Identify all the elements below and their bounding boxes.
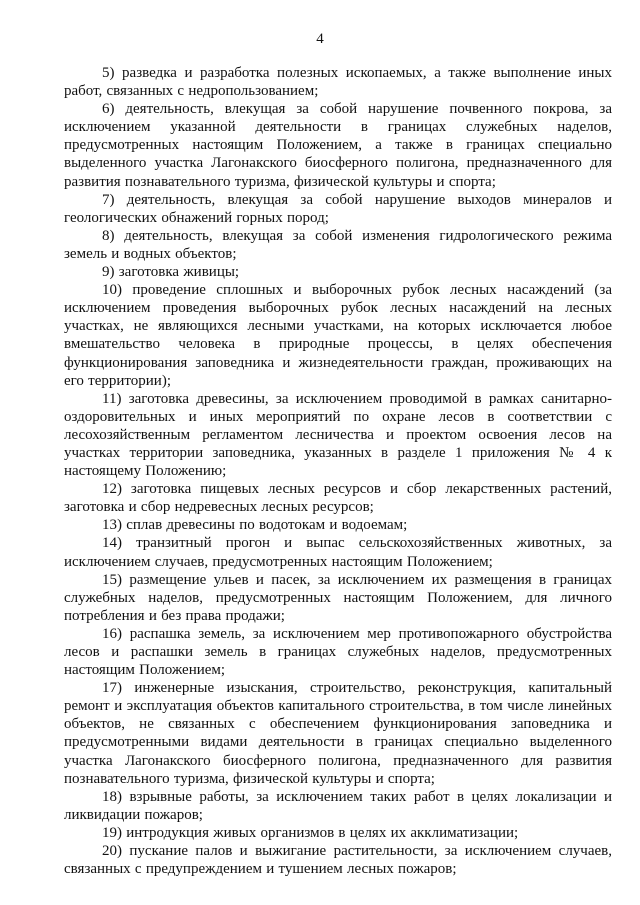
list-item-19: 19) интродукция живых организмов в целях их акклиматизации; (102, 824, 519, 841)
list-item-5: 5) разведка и разработка полезных ископаемых, а также выполнение иных работ, связанных с недропользованием; (64, 65, 612, 100)
document-body (64, 64, 612, 878)
list-item-9: 9) заготовка живицы; (102, 264, 240, 281)
list-item-15: 15) размещение ульев и пасек, за исключением их размещения в границах служебных наделов, предусмотренных настоящим Положением, для личного потребления и без права продажи; (64, 571, 612, 624)
list-item-17: 17) инженерные изыскания, строительство, реконструкция, капитальный ремонт и эксплуатация объектов капитального строительства, в том числе линейных объектов, не связанных с обеспечением функционирования заповедника и предусмотренными видами деятельности в границах специально выделенного участка Лагонакского биосферного полигона, предназначенного для развития познавательного туризма, физической культуры и спорта; (64, 680, 612, 787)
list-item-8: 8) деятельность, влекущая за собой изменения гидрологического режима земель и водных объектов; (64, 227, 612, 262)
list-item-18: 18) взрывные работы, за исключением таких работ в целях локализации и ликвидации пожаров; (64, 788, 612, 823)
list-item-11: 11) заготовка древесины, за исключением проводимой в рамках санитарно-оздоровительных и иных мероприятий по охране лесов в соответствии с лесохозяйственным регламентом лесничества и проектом освоения лесов на участках территории заповедника, указанных в разделе 1 приложения № 4 к настоящему Положению; (64, 390, 612, 480)
list-item-10: 10) проведение сплошных и выборочных рубок лесных насаждений (за исключением проведения выборочных рубок лесных насаждений на лесных участках, не являющихся лесными участками, на которых исключается любое вмешательство человека в природные процессы, в целях обеспечения функционирования заповедника и жизнедеятельности граждан, проживающих на его территории); (64, 282, 612, 389)
list-item-20: 20) пускание палов и выжигание растительности, за исключением случаев, связанных с предупреждением и тушением лесных пожаров; (64, 843, 612, 878)
page-number: 4 (316, 31, 324, 47)
list-item-12: 12) заготовка пищевых лесных ресурсов и сбор лекарственных растений, заготовка и сбор недревесных лесных ресурсов; (64, 481, 612, 516)
list-item-13: 13) сплав древесины по водотокам и водоемам; (102, 517, 408, 534)
list-item-7: 7) деятельность, влекущая за собой нарушение выходов минералов и геологических обнажений горных пород; (64, 191, 612, 226)
list-item-14: 14) транзитный прогон и выпас сельскохозяйственных животных, за исключением случаев, предусмотренных настоящим Положением; (64, 535, 612, 570)
list-item-6: 6) деятельность, влекущая за собой нарушение почвенного покрова, за исключением указанной деятельности в границах служебных наделов, предусмотренных настоящим Положением, а также в границах специально выделенного участка Лагонакского биосферного полигона, предназначенного для развития познавательного туризма, физической культуры и спорта; (64, 101, 612, 190)
list-item-16: 16) распашка земель, за исключением мер противопожарного обустройства лесов и распашки земель в границах служебных наделов, предусмотренных настоящим Положением; (64, 625, 612, 679)
